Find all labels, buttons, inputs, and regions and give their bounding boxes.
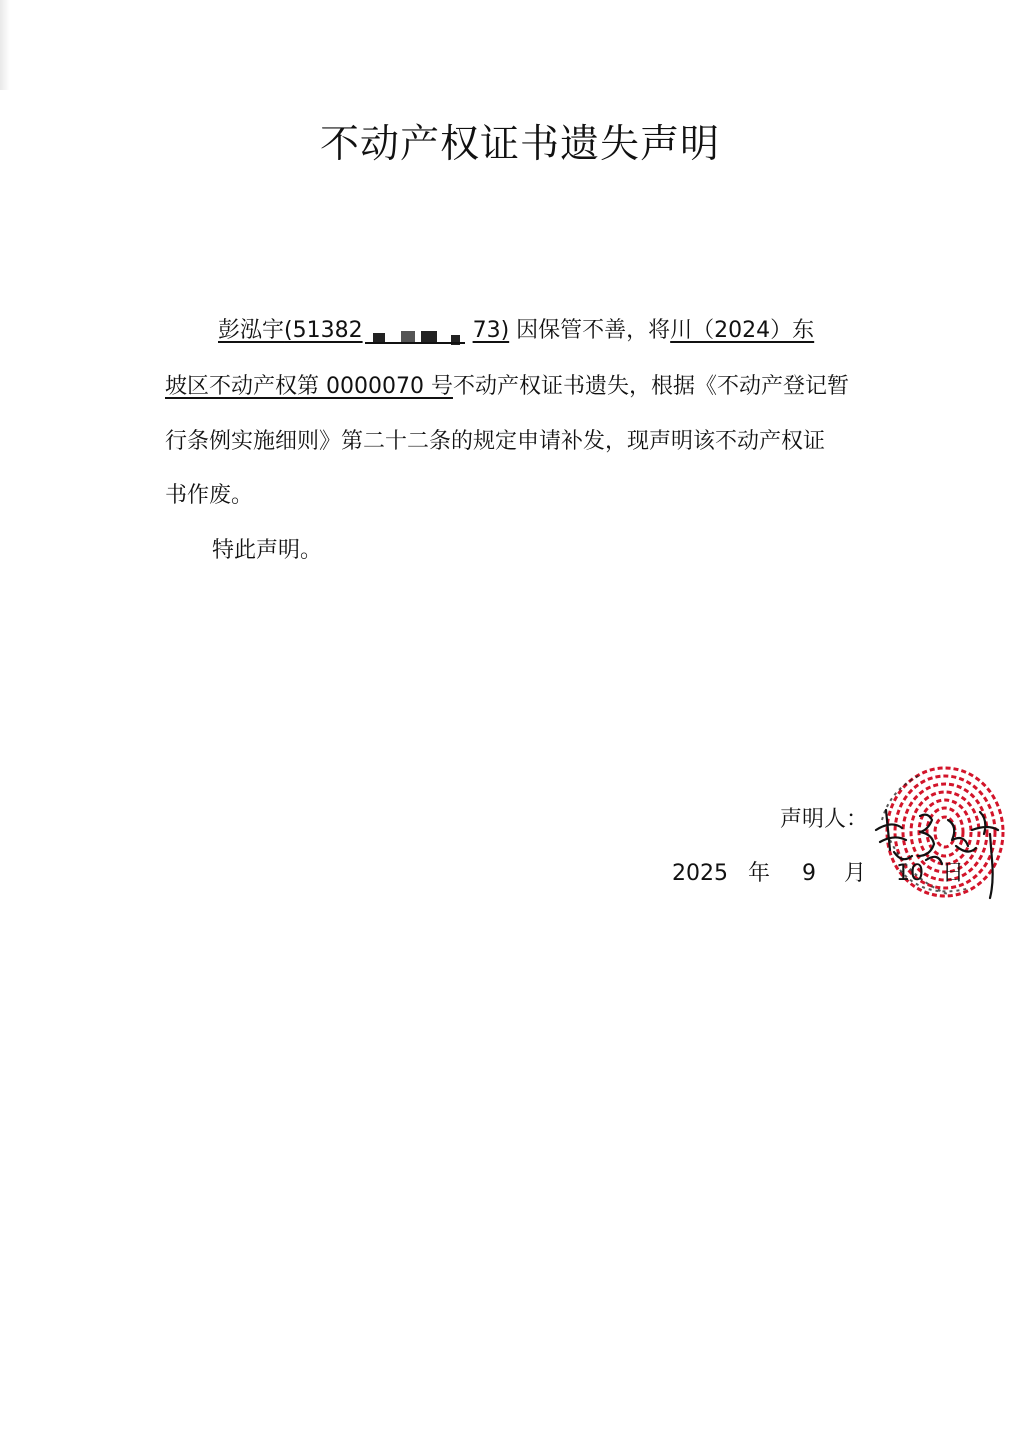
id-prefix: (51382	[284, 318, 363, 343]
paragraph-line-1	[218, 316, 814, 346]
closing-statement: 特此声明。	[212, 538, 323, 563]
loss-text: 不动产权证书遗失，根据《不动产登记暂	[452, 374, 849, 399]
date-month: 9	[802, 861, 817, 886]
document-title: 不动产权证书遗失声明	[319, 122, 720, 167]
certificate-ref: 川（2024）东	[670, 318, 815, 343]
date-day-unit: 日	[942, 861, 965, 886]
date-year: 2025	[672, 861, 728, 886]
declarant-row	[780, 802, 868, 833]
paragraph-line-3: 行条例实施细则》第二十二条的规定申请补发，现声明该不动产权证	[165, 429, 826, 454]
date-year-unit: 年	[748, 861, 771, 886]
date-month-unit: 月	[844, 861, 867, 886]
reason-text: 因保管不善，将	[509, 318, 671, 343]
declaration-date	[672, 856, 964, 887]
declarant-name: 彭泓宇	[218, 318, 285, 343]
redaction-mask	[363, 317, 473, 343]
paragraph-line-4: 书作废。	[165, 483, 254, 508]
paragraph-line-2	[165, 372, 849, 402]
id-suffix: 73)	[472, 318, 510, 343]
date-day: 10	[896, 861, 925, 886]
certificate-ref-2: 坡区不动产权第 0000070 号	[165, 374, 453, 399]
declarant-label: 声明人：	[780, 807, 869, 832]
scan-edge-shadow	[0, 0, 10, 90]
